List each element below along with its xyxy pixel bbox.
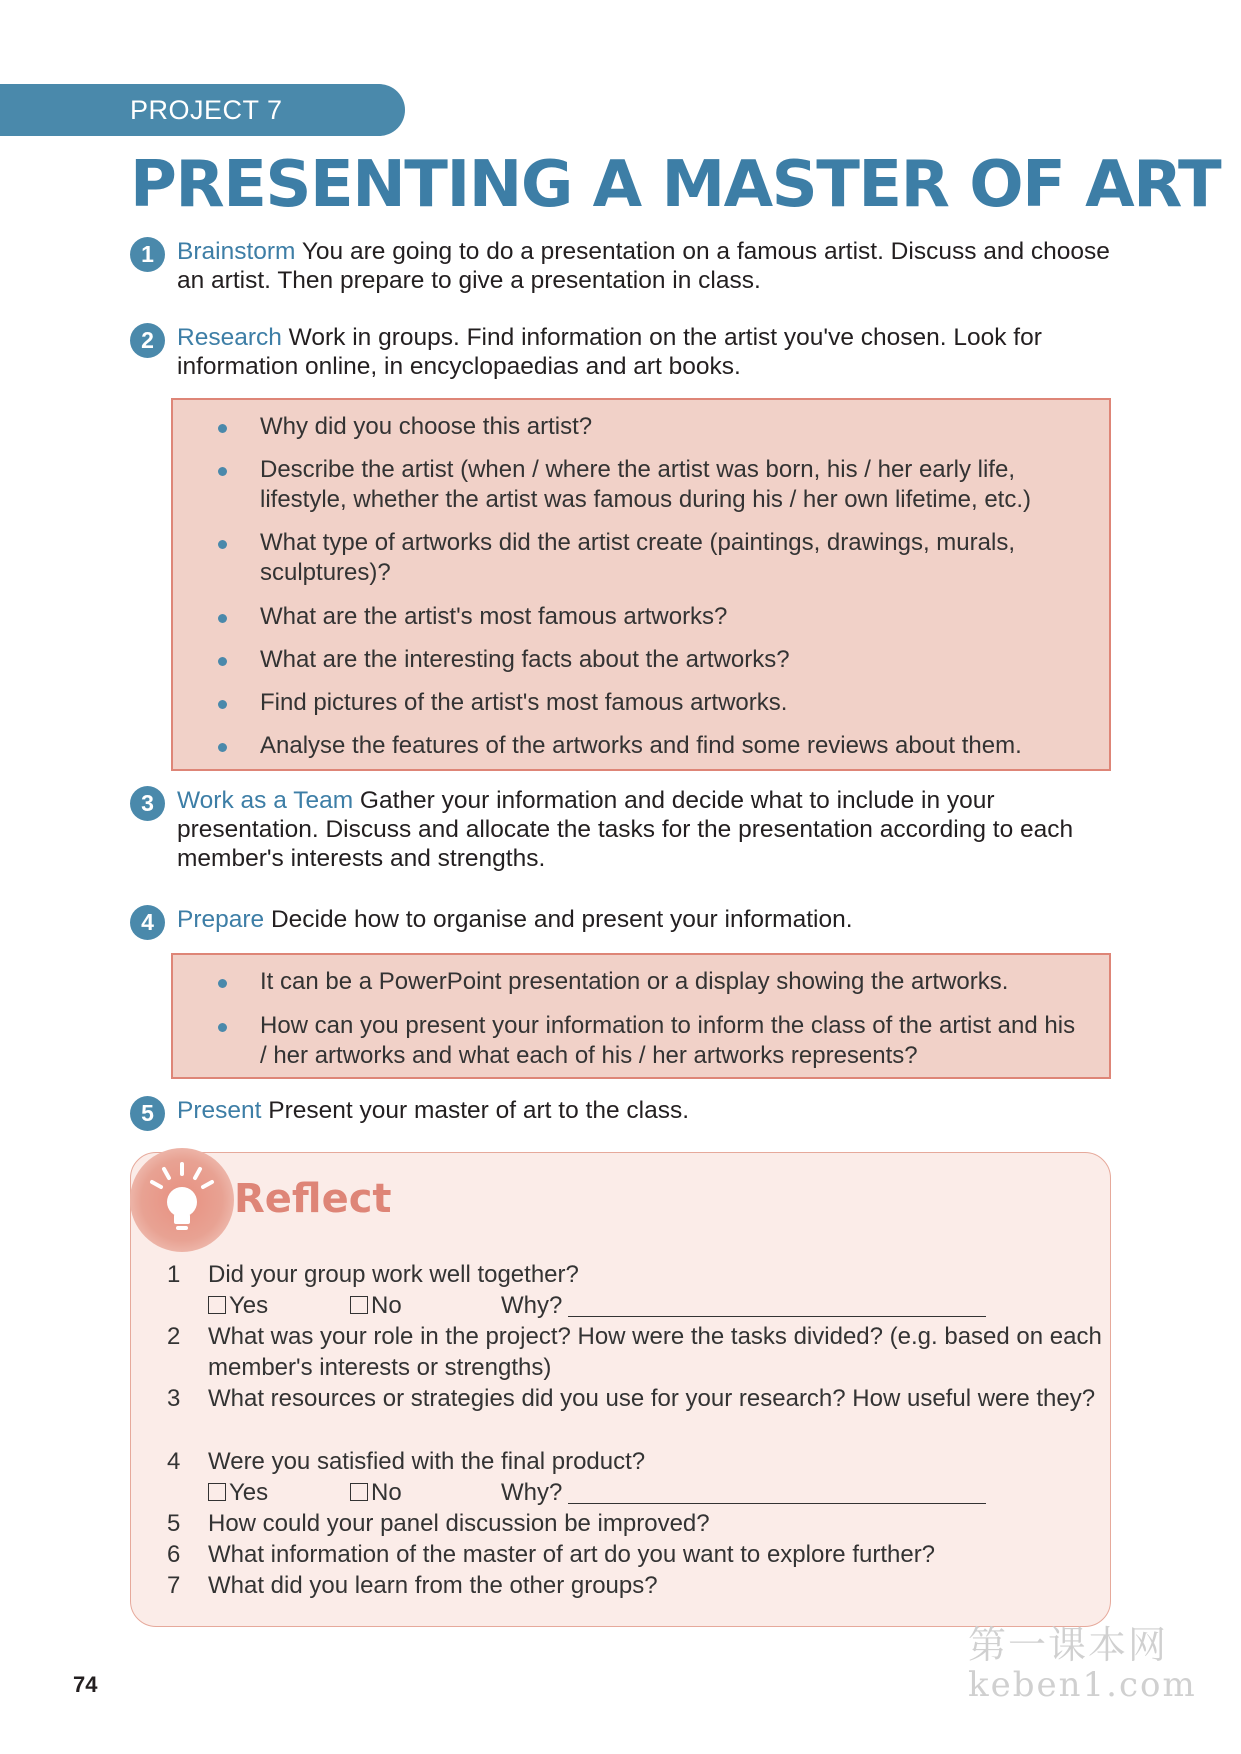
list-item: What are the interesting facts about the artworks? [218,645,1088,675]
step-instruction: Work in groups. Find information on the artist you've chosen. Look for information online, in encyclopaedias and art books. [177,324,1042,380]
list-item: Analyse the features of the artworks and find some reviews about them. [218,731,1088,761]
reflect-question: 7 What did you learn from the other groups? [167,1572,658,1599]
why-field[interactable]: Why? [501,1477,986,1508]
step-instruction: Gather your information and decide what to include in your presentation. Discuss and allocate the tasks for the presentation according to each member's interests and strengths. [177,787,1074,872]
prepare-points-box [171,953,1111,1079]
bullet-dot [218,657,227,666]
bullet-dot [218,700,227,709]
step-number-badge: 3 [130,786,165,821]
step-keyword: Research [177,324,282,351]
step-text [177,1096,1115,1125]
bullet-dot [218,979,227,988]
bullet-dot [218,467,227,476]
reflect-question: 6 What information of the master of art do you want to explore further? [167,1541,936,1568]
yes-option[interactable]: Yes [208,1290,268,1321]
step-text [177,905,1115,934]
reflect-question: 1 Did your group work well together? [167,1261,579,1288]
step-instruction: Decide how to organise and present your information. [270,906,853,933]
step-keyword: Prepare [177,906,265,933]
no-option[interactable]: No [350,1477,402,1508]
why-answer-line[interactable] [568,1294,986,1317]
step-number-badge: 4 [130,905,165,940]
no-option[interactable]: No [350,1290,402,1321]
step-work-as-team [130,786,1115,873]
step-text [177,786,1115,873]
step-keyword: Brainstorm [177,238,296,265]
step-instruction: Present your master of art to the class. [268,1097,690,1124]
page-title: PRESENTING A MASTER OF ART [130,148,1221,222]
list-item: Describe the artist (when / where the artist was born, his / her early life, lifestyle, whether the artist was famous during his / her own lifetime, etc.) [218,455,1088,515]
list-item: How can you present your information to inform the class of the artist and his / her artworks and what each of his / her artworks represents? [218,1011,1088,1071]
list-item: Why did you choose this artist? [218,412,1088,442]
page-number: 74 [73,1672,98,1697]
list-item: It can be a PowerPoint presentation or a display showing the artworks. [218,967,1088,997]
step-prepare [130,905,1115,934]
checkbox-no[interactable] [350,1483,368,1501]
list-item: What are the artist's most famous artworks? [218,602,1088,632]
list-item: What type of artworks did the artist create (paintings, drawings, murals, sculptures)? [218,528,1088,588]
checkbox-no[interactable] [350,1296,368,1314]
yes-option[interactable]: Yes [208,1477,268,1508]
step-brainstorm [130,237,1115,295]
checkbox-yes[interactable] [208,1296,226,1314]
reflect-question: 4 Were you satisfied with the final product? [167,1448,646,1475]
watermark: 第一课本网 keben1.com [968,1623,1197,1705]
step-keyword: Present [177,1097,262,1124]
checkbox-yes[interactable] [208,1483,226,1501]
bullet-dot [218,1023,227,1032]
reflect-title: Reflect [234,1176,392,1222]
step-text [177,323,1115,381]
bullet-dot [218,424,227,433]
reflect-question: 3 What resources or strategies did you use for your research? How useful were they? [167,1385,1096,1412]
step-research [130,323,1115,381]
step-instruction: You are going to do a presentation on a famous artist. Discuss and choose an artist. Then prepare to give a presentation in class. [177,238,1110,294]
bullet-dot [218,540,227,549]
bullet-dot [218,743,227,752]
lightbulb-icon [130,1148,234,1252]
reflect-question: 5 How could your panel discussion be improved? [167,1510,710,1537]
step-number-badge: 1 [130,237,165,272]
reflect-question: 2 What was your role in the project? How were the tasks divided? (e.g. based on each member's interests or strengths) [167,1323,1102,1381]
step-present [130,1096,1115,1125]
why-field[interactable]: Why? [501,1290,986,1321]
step-text [177,237,1115,295]
why-answer-line[interactable] [568,1481,986,1504]
step-number-badge: 2 [130,323,165,358]
step-number-badge: 5 [130,1096,165,1131]
list-item: Find pictures of the artist's most famous artworks. [218,688,1088,718]
bullet-dot [218,614,227,623]
project-label-tab: PROJECT 7 [0,84,405,136]
step-keyword: Work as a Team [177,787,354,814]
research-points-box [171,398,1111,771]
